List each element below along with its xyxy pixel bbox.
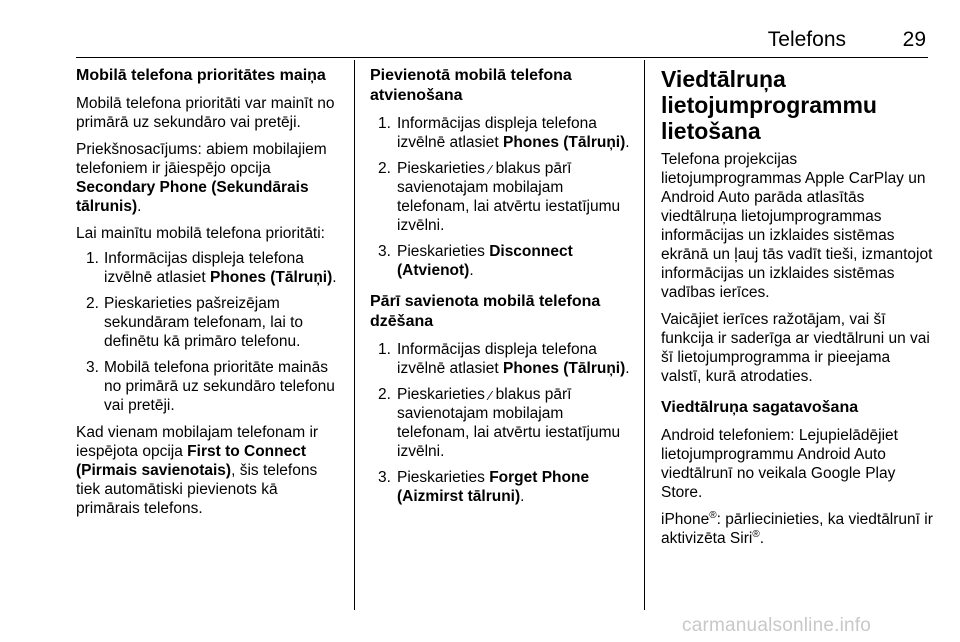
list-item xyxy=(370,468,632,506)
menu-name: Phones (Tālruņi) xyxy=(502,360,626,377)
column-divider xyxy=(644,60,645,610)
step-number: 2. xyxy=(378,386,391,403)
button-name: Forget Phone (Aizmirst tālruni) xyxy=(397,469,590,505)
paragraph: Mobilā telefona prioritāti var mainīt no primārā uz sekundāro vai pretēji. xyxy=(76,95,335,131)
watermark: carmanualsonline.info xyxy=(682,615,872,636)
chapter-heading: Viedtālruņa lietojumprogrammu lietošana xyxy=(661,66,877,144)
registered-mark: ® xyxy=(752,528,760,540)
steps-list xyxy=(76,249,344,415)
text: : pārliecinieties, ka viedtālrunī ir aktivizēta Siri xyxy=(661,511,933,547)
step-number: 1. xyxy=(378,115,391,132)
section-heading: Viedtālruņa sagatavošana xyxy=(661,399,859,416)
step-number: 1. xyxy=(86,250,99,267)
paragraph: Telefona projekcijas lietojumprogrammas Apple CarPlay un Android Auto parāda atlasītās viedtālruņa lietojumprogrammas informācijas un izklaides sistēmas ekrānā un ļauj tās vadīt tieši, izmantojot informācijas un izklaides sistēmas vadības ierīces. xyxy=(661,151,933,301)
text: Pieskarieties xyxy=(397,243,485,260)
paragraph xyxy=(76,140,344,216)
option-name: Secondary Phone (Sekundārais tālrunis) xyxy=(76,179,309,215)
column-3 xyxy=(661,66,933,556)
text: blakus pārī savienotajam mobilajam telefonam, lai atvērtu iestatījumu izvēlni. xyxy=(397,386,621,460)
text: Informācijas displeja telefona izvēlnē atlasiet xyxy=(397,115,597,151)
text: . xyxy=(625,360,630,377)
step-number: 3. xyxy=(378,243,391,260)
column-1 xyxy=(76,66,344,526)
page-number: 29 xyxy=(902,28,926,51)
button-name: Disconnect (Atvienot) xyxy=(397,243,573,279)
text: Pieskarieties xyxy=(397,160,485,177)
pencil-icon: ∕ xyxy=(489,388,492,403)
list-item xyxy=(76,358,344,415)
steps-list xyxy=(370,114,632,280)
text: Pieskarieties xyxy=(397,386,485,403)
list-item xyxy=(76,294,344,351)
paragraph: Vaicājiet ierīces ražotājam, vai šī funkcija ir saderīga ar viedtālruni un vai šī lietojumprogramma ir pieejama valstī, kurā atrodaties. xyxy=(661,311,930,385)
text: blakus pārī savienotajam mobilajam telefonam, lai atvērtu iestatījumu izvēlni. xyxy=(397,160,621,234)
column-2 xyxy=(370,66,632,514)
text: Informācijas displeja telefona izvēlnē atlasiet xyxy=(397,341,597,377)
step-number: 3. xyxy=(378,469,391,486)
paragraph: Lai mainītu mobilā telefona prioritāti: xyxy=(76,225,325,242)
pencil-icon: ∕ xyxy=(489,162,492,177)
text: Priekšnosacījums: abiem mobilajiem telefoniem ir jāiespējo opcija xyxy=(76,141,327,177)
registered-mark: ® xyxy=(709,509,717,521)
section-heading: Pārī savienota mobilā telefona dzēšana xyxy=(370,293,601,330)
section-heading: Pievienotā mobilā telefona atvienošana xyxy=(370,67,572,104)
paragraph: Android telefoniem: Lejupielādējiet lietojumprogrammu Android Auto viedtālrunī no veikala Google Play Store. xyxy=(661,427,898,501)
text: Kad vienam mobilajam telefonam ir iespējota opcija xyxy=(76,424,319,460)
list-item xyxy=(370,385,632,461)
text: Pieskarieties xyxy=(397,469,485,486)
column-divider xyxy=(354,60,355,610)
paragraph xyxy=(661,510,933,548)
header-rule xyxy=(76,57,928,58)
menu-name: Phones (Tālruņi) xyxy=(209,269,333,286)
step-number: 1. xyxy=(378,341,391,358)
text: Pieskarieties pašreizējam sekundāram telefonam, lai to definētu kā primāro telefonu. xyxy=(104,295,304,350)
text: Informācijas displeja telefona izvēlnē atlasiet xyxy=(104,250,304,286)
page-header xyxy=(76,26,928,58)
text: . xyxy=(137,198,142,215)
paragraph xyxy=(76,423,344,518)
text: , šis telefons tiek automātiski pievienots kā primārais telefons. xyxy=(76,462,318,517)
text: . xyxy=(520,488,525,505)
menu-name: Phones (Tālruņi) xyxy=(502,134,626,151)
text: . xyxy=(469,262,474,279)
list-item xyxy=(370,242,632,280)
text: . xyxy=(759,530,764,547)
steps-list xyxy=(370,340,632,506)
option-name: First to Connect (Pirmais savienotais) xyxy=(76,443,307,479)
section-heading: Mobilā telefona prioritātes maiņa xyxy=(76,67,326,84)
step-number: 2. xyxy=(86,295,99,312)
list-item xyxy=(370,340,632,378)
list-item xyxy=(76,249,344,287)
step-number: 3. xyxy=(86,359,99,376)
text: . xyxy=(332,269,337,286)
list-item xyxy=(370,159,632,235)
text: . xyxy=(625,134,630,151)
section-title: Telefons xyxy=(767,28,846,51)
list-item xyxy=(370,114,632,152)
step-number: 2. xyxy=(378,160,391,177)
text: iPhone xyxy=(661,511,710,528)
text: Mobilā telefona prioritāte mainās no primārā uz sekundāro telefonu vai pretēji. xyxy=(104,359,335,414)
